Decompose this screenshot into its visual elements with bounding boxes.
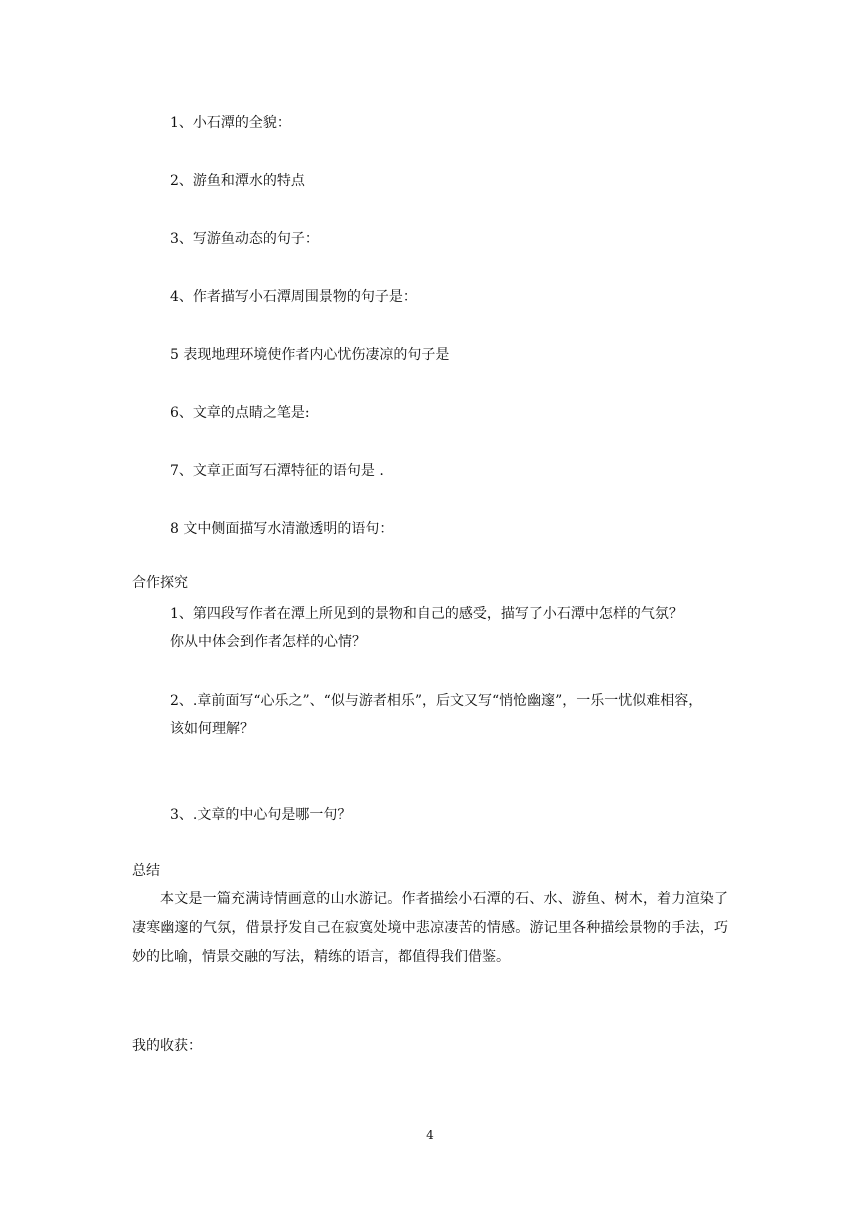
summary-heading: 总结 [132,863,160,879]
question-2: 2、游鱼和潭水的特点 [170,173,305,189]
page-number: 4 [426,1128,434,1142]
coop-item-3: 3、.文章的中心句是哪一句？ [170,807,352,823]
coop-item-1-line2: 你从中体会到作者怎样的心情？ [170,634,366,650]
question-7: 7、文章正面写石潭特征的语句是 . [170,463,384,479]
coop-item-2-line1: 2、.章前面写“心乐之”、“似与游者相乐”，后文又写“悄怆幽邃”，一乐一忧似难相容， [170,693,703,709]
summary-body: 本文是一篇充满诗情画意的山水游记。作者描绘小石潭的石、水、游鱼、树木，着力渲染了凄寒幽邃的气氛，借景抒发自己在寂寞处境中悲凉凄苦的情感。游记里各种描绘景物的手法，巧妙的比喻，情景交融的写法，精练的语言，都值得我们借鉴。 [132,891,728,965]
coop-item-2-line2: 该如何理解？ [170,721,254,737]
question-4: 4、作者描写小石潭周围景物的句子是： [170,289,417,305]
coop-item-1-line1: 1、第四段写作者在潭上所见到的景物和自己的感受，描写了小石潭中怎样的气氛？ [170,606,683,622]
question-8: 8 文中侧面描写水清澈透明的语句： [170,521,394,537]
question-6: 6、文章的点睛之笔是: [170,405,310,421]
question-3: 3、写游鱼动态的句子： [170,231,319,247]
question-5: 5 表现地理环境使作者内心忧伤凄凉的句子是 [170,347,450,363]
question-1: 1、小石潭的全貌： [170,115,291,131]
cooperative-heading: 合作探究 [132,575,188,591]
harvest-label: 我的收获： [132,1038,202,1054]
